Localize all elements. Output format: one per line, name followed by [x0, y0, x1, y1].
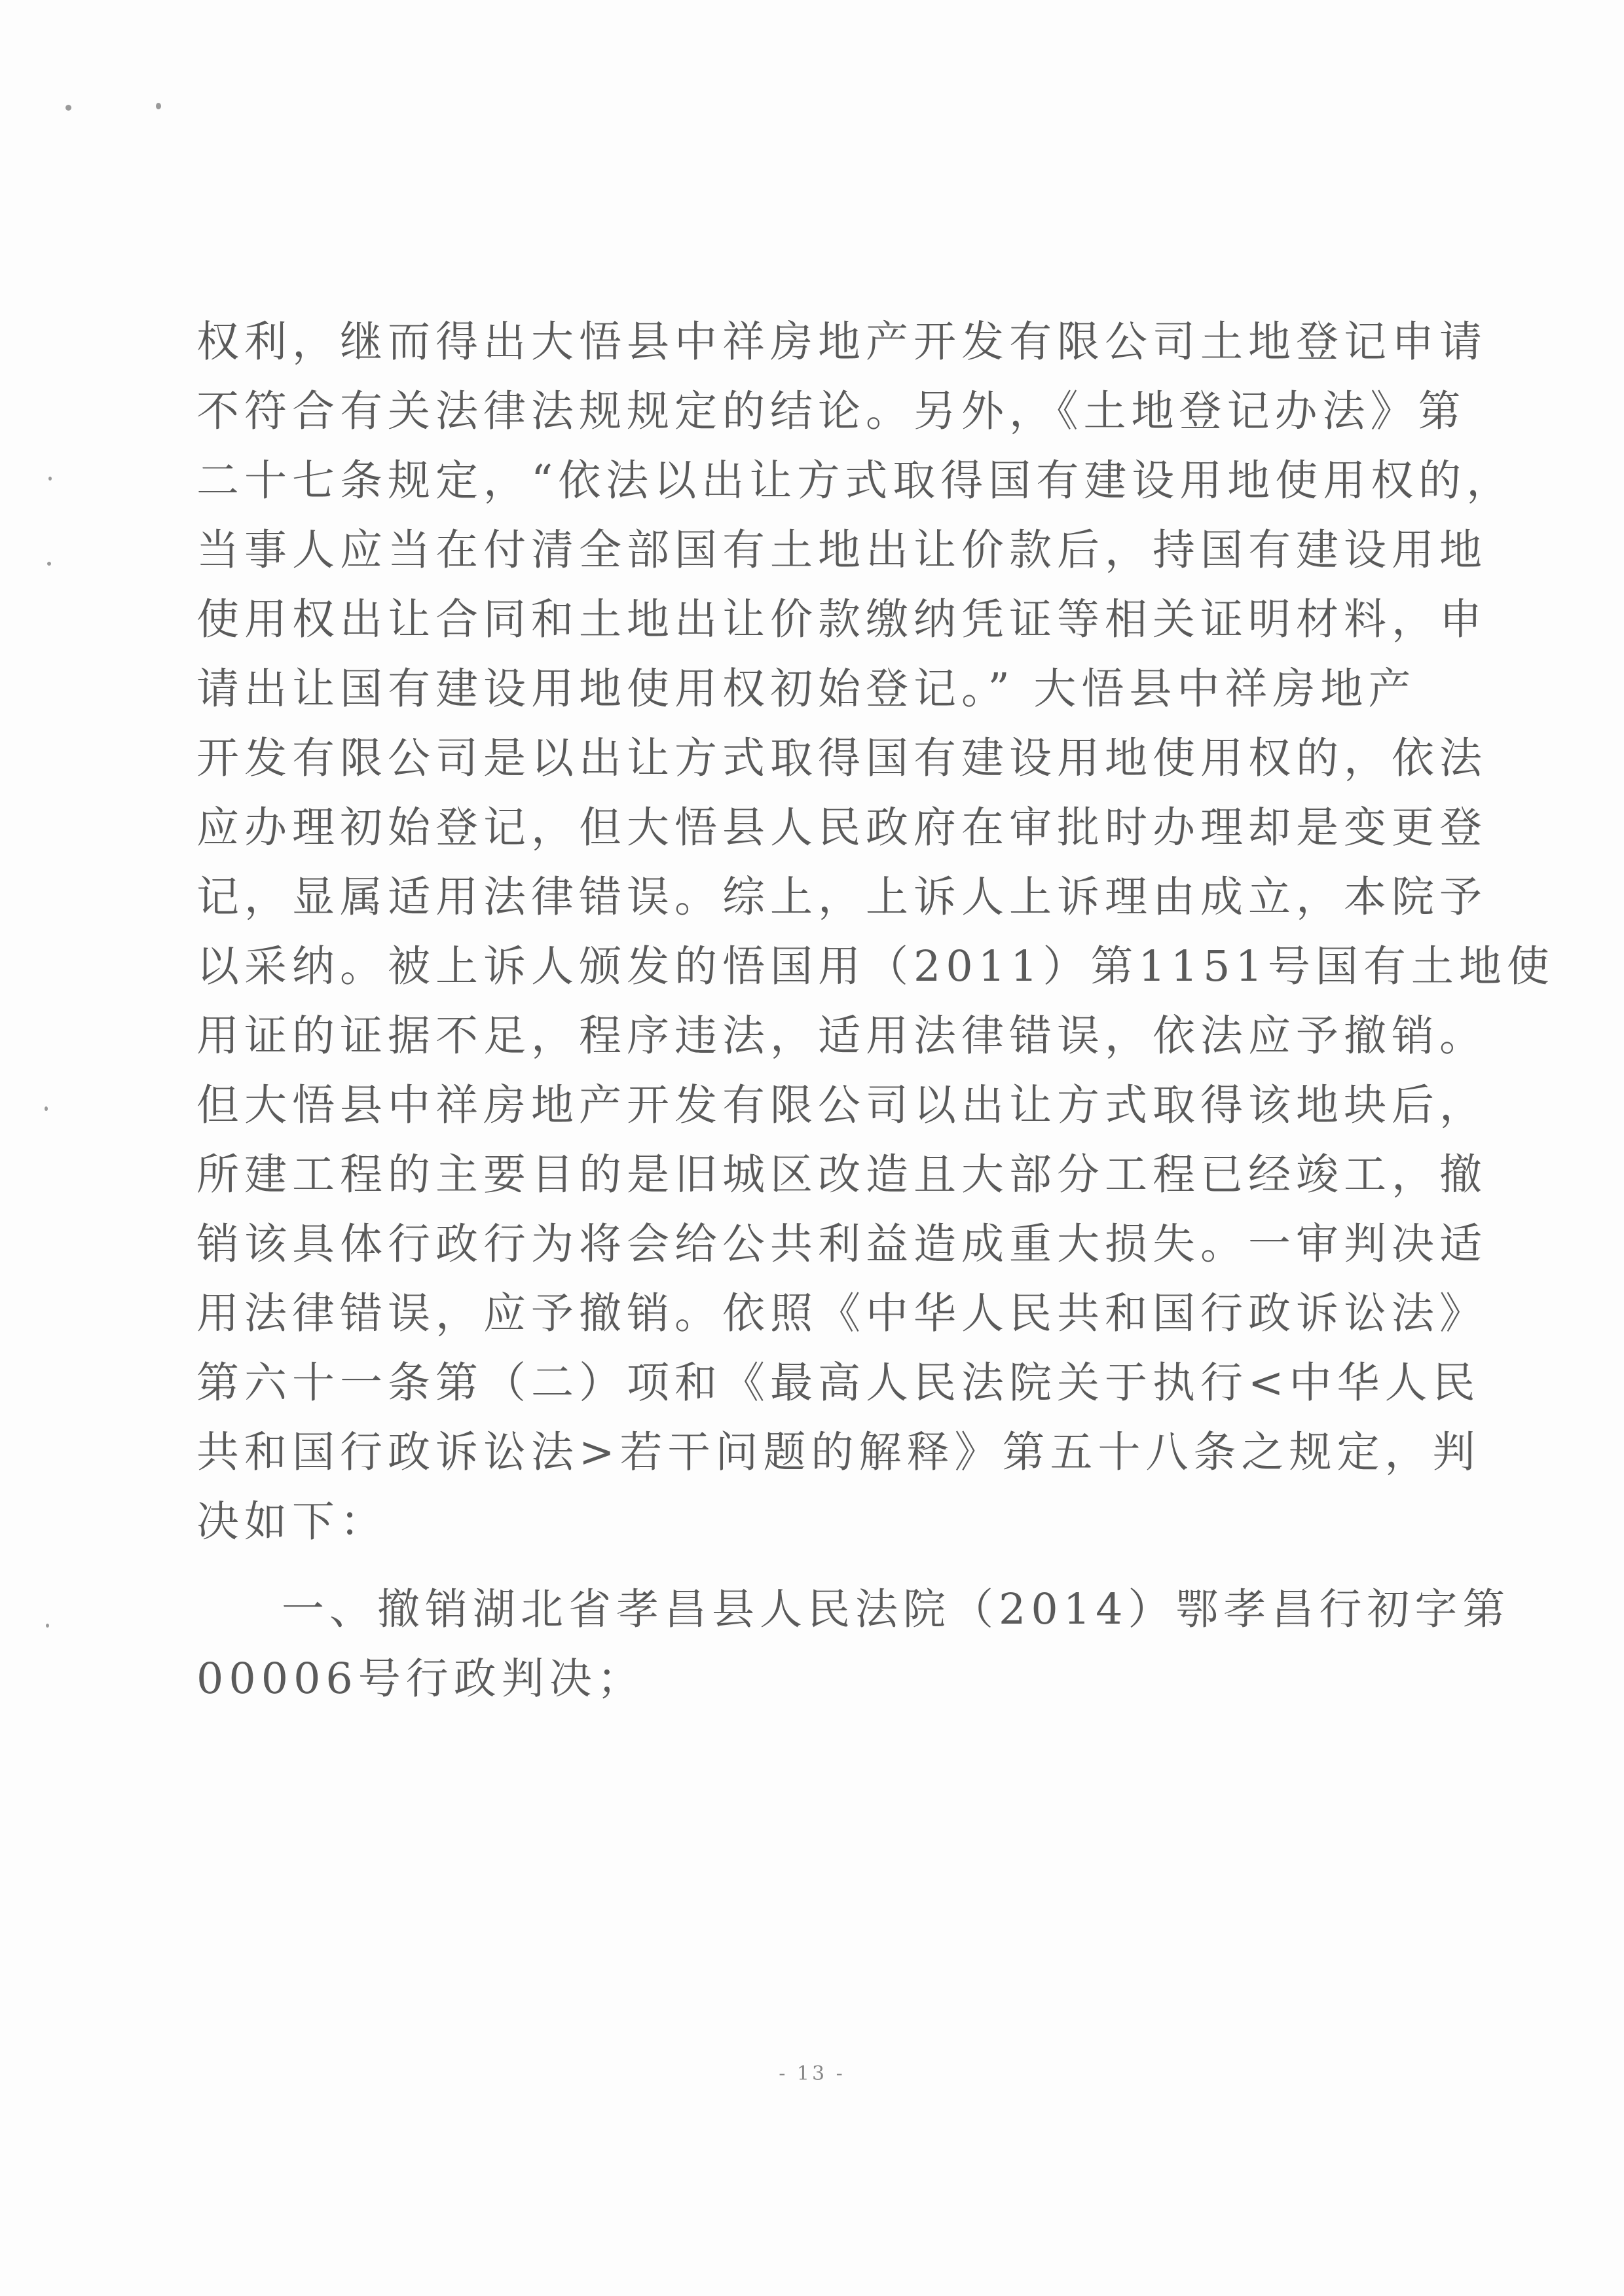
scan-speck [45, 1106, 48, 1111]
scan-speck [47, 562, 51, 566]
scan-speck [46, 1624, 49, 1628]
scan-speck [65, 105, 71, 111]
text-line: 但大悟县中祥房地产开发有限公司以出让方式取得该地块后， [196, 1081, 1488, 1130]
text-line: 00006号行政判决； [196, 1654, 645, 1704]
judgment-body-text [196, 308, 1555, 1714]
text-line: 用法律错误，应予撤销。依照《中华人民共和国行政诉讼法》 [196, 1289, 1488, 1338]
text-line: 权利，继而得出大悟县中祥房地产开发有限公司土地登记申请 [196, 318, 1488, 367]
text-line: 二十七条规定，“依法以出让方式取得国有建设用地使用权的， [196, 456, 1515, 505]
scan-speck [48, 477, 52, 481]
text-line: 共和国行政诉讼法>若干问题的解释》第五十八条之规定，判 [196, 1428, 1481, 1477]
text-line: 请出让国有建设用地使用权初始登记。” 大悟县中祥房地产 [196, 665, 1416, 714]
page-number: - 13 - [779, 2062, 845, 2085]
text-line: 开发有限公司是以出让方式取得国有建设用地使用权的，依法 [196, 734, 1488, 783]
text-line: 记，显属适用法律错误。综上，上诉人上诉理由成立，本院予 [196, 873, 1488, 922]
text-line: 所建工程的主要目的是旧城区改造且大部分工程已经竣工，撤 [196, 1150, 1488, 1199]
scan-speck [156, 103, 161, 109]
text-line: 不符合有关法律法规规定的结论。另外，《土地登记办法》第 [196, 387, 1466, 436]
text-line: 应办理初始登记，但大悟县人民政府在审批时办理却是变更登 [196, 803, 1488, 852]
text-line: 用证的证据不足，程序违法，适用法律错误，依法应予撤销。 [196, 1011, 1488, 1061]
paragraph-reasoning [196, 308, 1555, 1557]
text-line: 以采纳。被上诉人颁发的悟国用（2011）第1151号国有土地使 [196, 942, 1555, 991]
text-line: 当事人应当在付清全部国有土地出让价款后，持国有建设用地 [196, 526, 1488, 575]
text-line: 第六十一条第（二）项和《最高人民法院关于执行<中华人民 [196, 1358, 1481, 1408]
text-line: 销该具体行政行为将会给公共利益造成重大损失。一审判决适 [196, 1220, 1488, 1269]
text-line: 决如下： [196, 1497, 388, 1546]
text-line: 一、撤销湖北省孝昌县人民法院（2014）鄂孝昌行初字第 [282, 1585, 1511, 1634]
paragraph-ruling-item-1 [196, 1575, 1511, 1714]
text-line: 使用权出让合同和土地出让价款缴纳凭证等相关证明材料，申 [196, 595, 1488, 644]
